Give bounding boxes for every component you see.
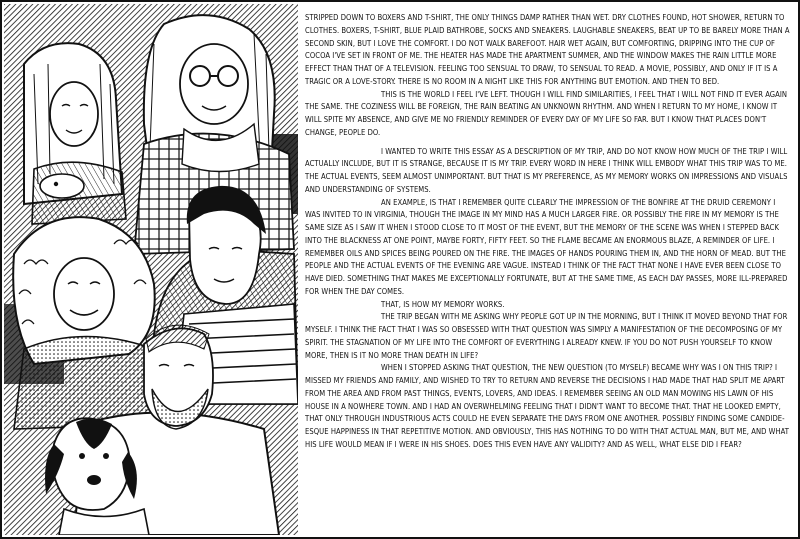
essay-paragraph-4: AN EXAMPLE, IS THAT I REMEMBER QUITE CLEARLY THE IMPRESSION OF THE BONFIRE AT THE DRUID CEREMONY I WAS INVITED TO IN VIRGINIA, THOUGH THE IMAGE IN MY MIND HAS A MUCH LARGER FIRE. OR POSSIBLY THE FIRE IN MY MEMORY IS THE SAME SIZE AS I SAW IT WHEN I STOOD CLOSE TO IT MOST OF THE EVENT, BUT THE MEMORY OF THE SCENE WAS WHEN I STEPPED BACK INTO THE BLACKNESS AT ONE POINT, MAYBE FORTY, FIFTY FEET. SO THE FLAME BECAME AN ENORMOUS BLAZE, A REMINDER OF LIFE. I REMEMBER OILS AND SPICES BEING POURED ON THE FIRE. THE IMAGES OF HANDS POURING THEM IN, AND THE HORN OF MEAD. BUT THE PEOPLE AND THE ACTUAL EVENTS OF THE EVENING ARE VAGUE. INSTEAD I THINK OF THE FACT THAT NONE I HAVE EVER BEEN CLOSE TO HAVE DIED. SOMETHING THAT MAKES ME EXCEPTIONALLY FORTUNATE, BUT AT THE SAME TIME, AS EACH DAY PASSES, MORE ILL-PREPARED FOR WHEN THE DAY COMES.: [305, 197, 788, 296]
essay-paragraph-1: STRIPPED DOWN TO BOXERS AND T-SHIRT, THE ONLY THINGS DAMP RATHER THAN WET. DRY CLOTHES FOUND, HOT SHOWER, RETURN TO CLOTHES. BOXERS, T-SHIRT, BLUE PLAID BATHROBE, SOCKS AND SNEAKERS. LAUGHABLE SNEAKERS, BEAT UP TO BE BARELY MORE THAN A SECOND SKIN, BUT I LOVE THE COMFORT. I DO NOT WALK BAREFOOT. HAIR WET AGAIN, BUT COMFORTING, DRIPPING INTO THE CUP OF COCOA I'VE SET IN FRONT OF ME. THE HEATER HAS MADE THE APARTMENT SUMMER, AND THE WINDOW MAKES THE RAIN LITTLE MORE EFFECT THAN THAT OF A TELEVISION. FEELING TOO SENSUAL TO DRAW, TO SENSUAL TO READ. A MOVIE, POSSIBLY, AND ONLY IF IT IS A TRAGIC OR A LOVE-STORY. THERE IS NO ROOM IN A NIGHT LIKE THIS FOR ANYTHING BUT EMOTION. AND THEN TO BED.: [305, 13, 790, 86]
essay-paragraph-3: I WANTED TO WRITE THIS ESSAY AS A DESCRIPTION OF MY TRIP, AND DO NOT KNOW HOW MUCH OF THE TRIP I WILL ACTUALLY INCLUDE, BUT IT IS STRANGE, BECAUSE IT IS MY TRIP. EVERY WORD IN HERE I THINK WILL EMBODY WHAT THIS TRIP WAS TO ME. THE ACTUAL EVENTS, SEEM ALMOST UNIMPORTANT. BUT THAT IS MY PREFERENCE, AS MY MEMORY WORKS ON IMPRESSIONS AND VISUALS AND UNDERSTANDING OF SYSTEMS.: [305, 146, 788, 194]
essay-paragraph-2: THIS IS THE WORLD I FEEL I'VE LEFT. THOUGH I WILL FIND SIMILARITIES, I FEEL THAT I WILL NOT FIND IT EVER AGAIN THE SAME. THE COZINESS WILL BE FOREIGN, THE RAIN BEATING AN UNKNOWN RHYTHM. AND WHEN I RETURN TO MY HOME, I KNOW IT WILL SPITE MY ABSENCE, AND GIVE ME NO FRIENDLY REMINDER OF EVERY DAY OF MY LIFE SO FAR. BUT I KNOW THAT PLACES DON'T CHANGE, PEOPLE DO.: [305, 89, 788, 137]
essay-paragraph-7: WHEN I STOPPED ASKING THAT QUESTION, THE NEW QUESTION (TO MYSELF) BECAME WHY WAS I ON THIS TRIP? I MISSED MY FRIENDS AND FAMILY, AND WISHED TO TRY TO RETURN AND REVERSE THE DECISIONS I HAD MADE THAT HAD SPLIT ME APART FROM THE AREA AND FROM PAST THINGS, EVENTS, LOVERS, AND IDEAS. I REMEMBER SEEING AN OLD MAN MOWING HIS LAWN OF HIS HOUSE IN A NOWHERE TOWN. AND I HAD AN OVERWHELMING FEELING THAT I DIDN'T WANT TO BECOME THAT. THAT HE LOOKED EMPTY, THAT ONLY THROUGH INDUSTRIOUS ACTS COULD HE EVEN SEPARATE THE DAYS FROM ONE ANOTHER. POSSIBLY FINDING SOME CANDIDE-ESQUE HAPPINESS IN THAT REPETITIVE MOTION. AND OBVIOUSLY, THIS HAS NOTHING TO DO WITH THAT ACTUAL MAN, BUT ME, AND WHAT HIS LIFE WOULD MEAN IF I WERE IN HIS SHOES. DOES THIS EVEN HAVE ANY VALIDITY? AND AS WELL, WHAT ELSE DID I FEAR?: [305, 363, 789, 449]
portrait-illustration: [4, 4, 298, 535]
figure-woman-curly-hair: [13, 217, 159, 429]
essay-paragraph-6: THE TRIP BEGAN WITH ME ASKING WHY PEOPLE GOT UP IN THE MORNING, BUT I THINK IT MOVED BEYOND THAT FOR MYSELF. I THINK THE FACT THAT I WAS SO OBSESSED WITH THAT QUESTION WAS SIMPLY A MANIFESTATION OF THE DECOMPOSING OF MY SPIRIT. THE STAGNATION OF MY LIFE INTO THE COMFORT OF EVERYTHING I ALREADY KNEW. IF YOU DO NOT PUSH YOURSELF TO KNOW MORE, THEN IS IT NO MORE THAN DEATH IN LIFE?: [305, 312, 788, 360]
essay-text: [305, 12, 791, 532]
essay-paragraph-5: THAT, IS HOW MY MEMORY WORKS.: [381, 299, 505, 309]
figure-woman-long-hair: [24, 43, 126, 224]
